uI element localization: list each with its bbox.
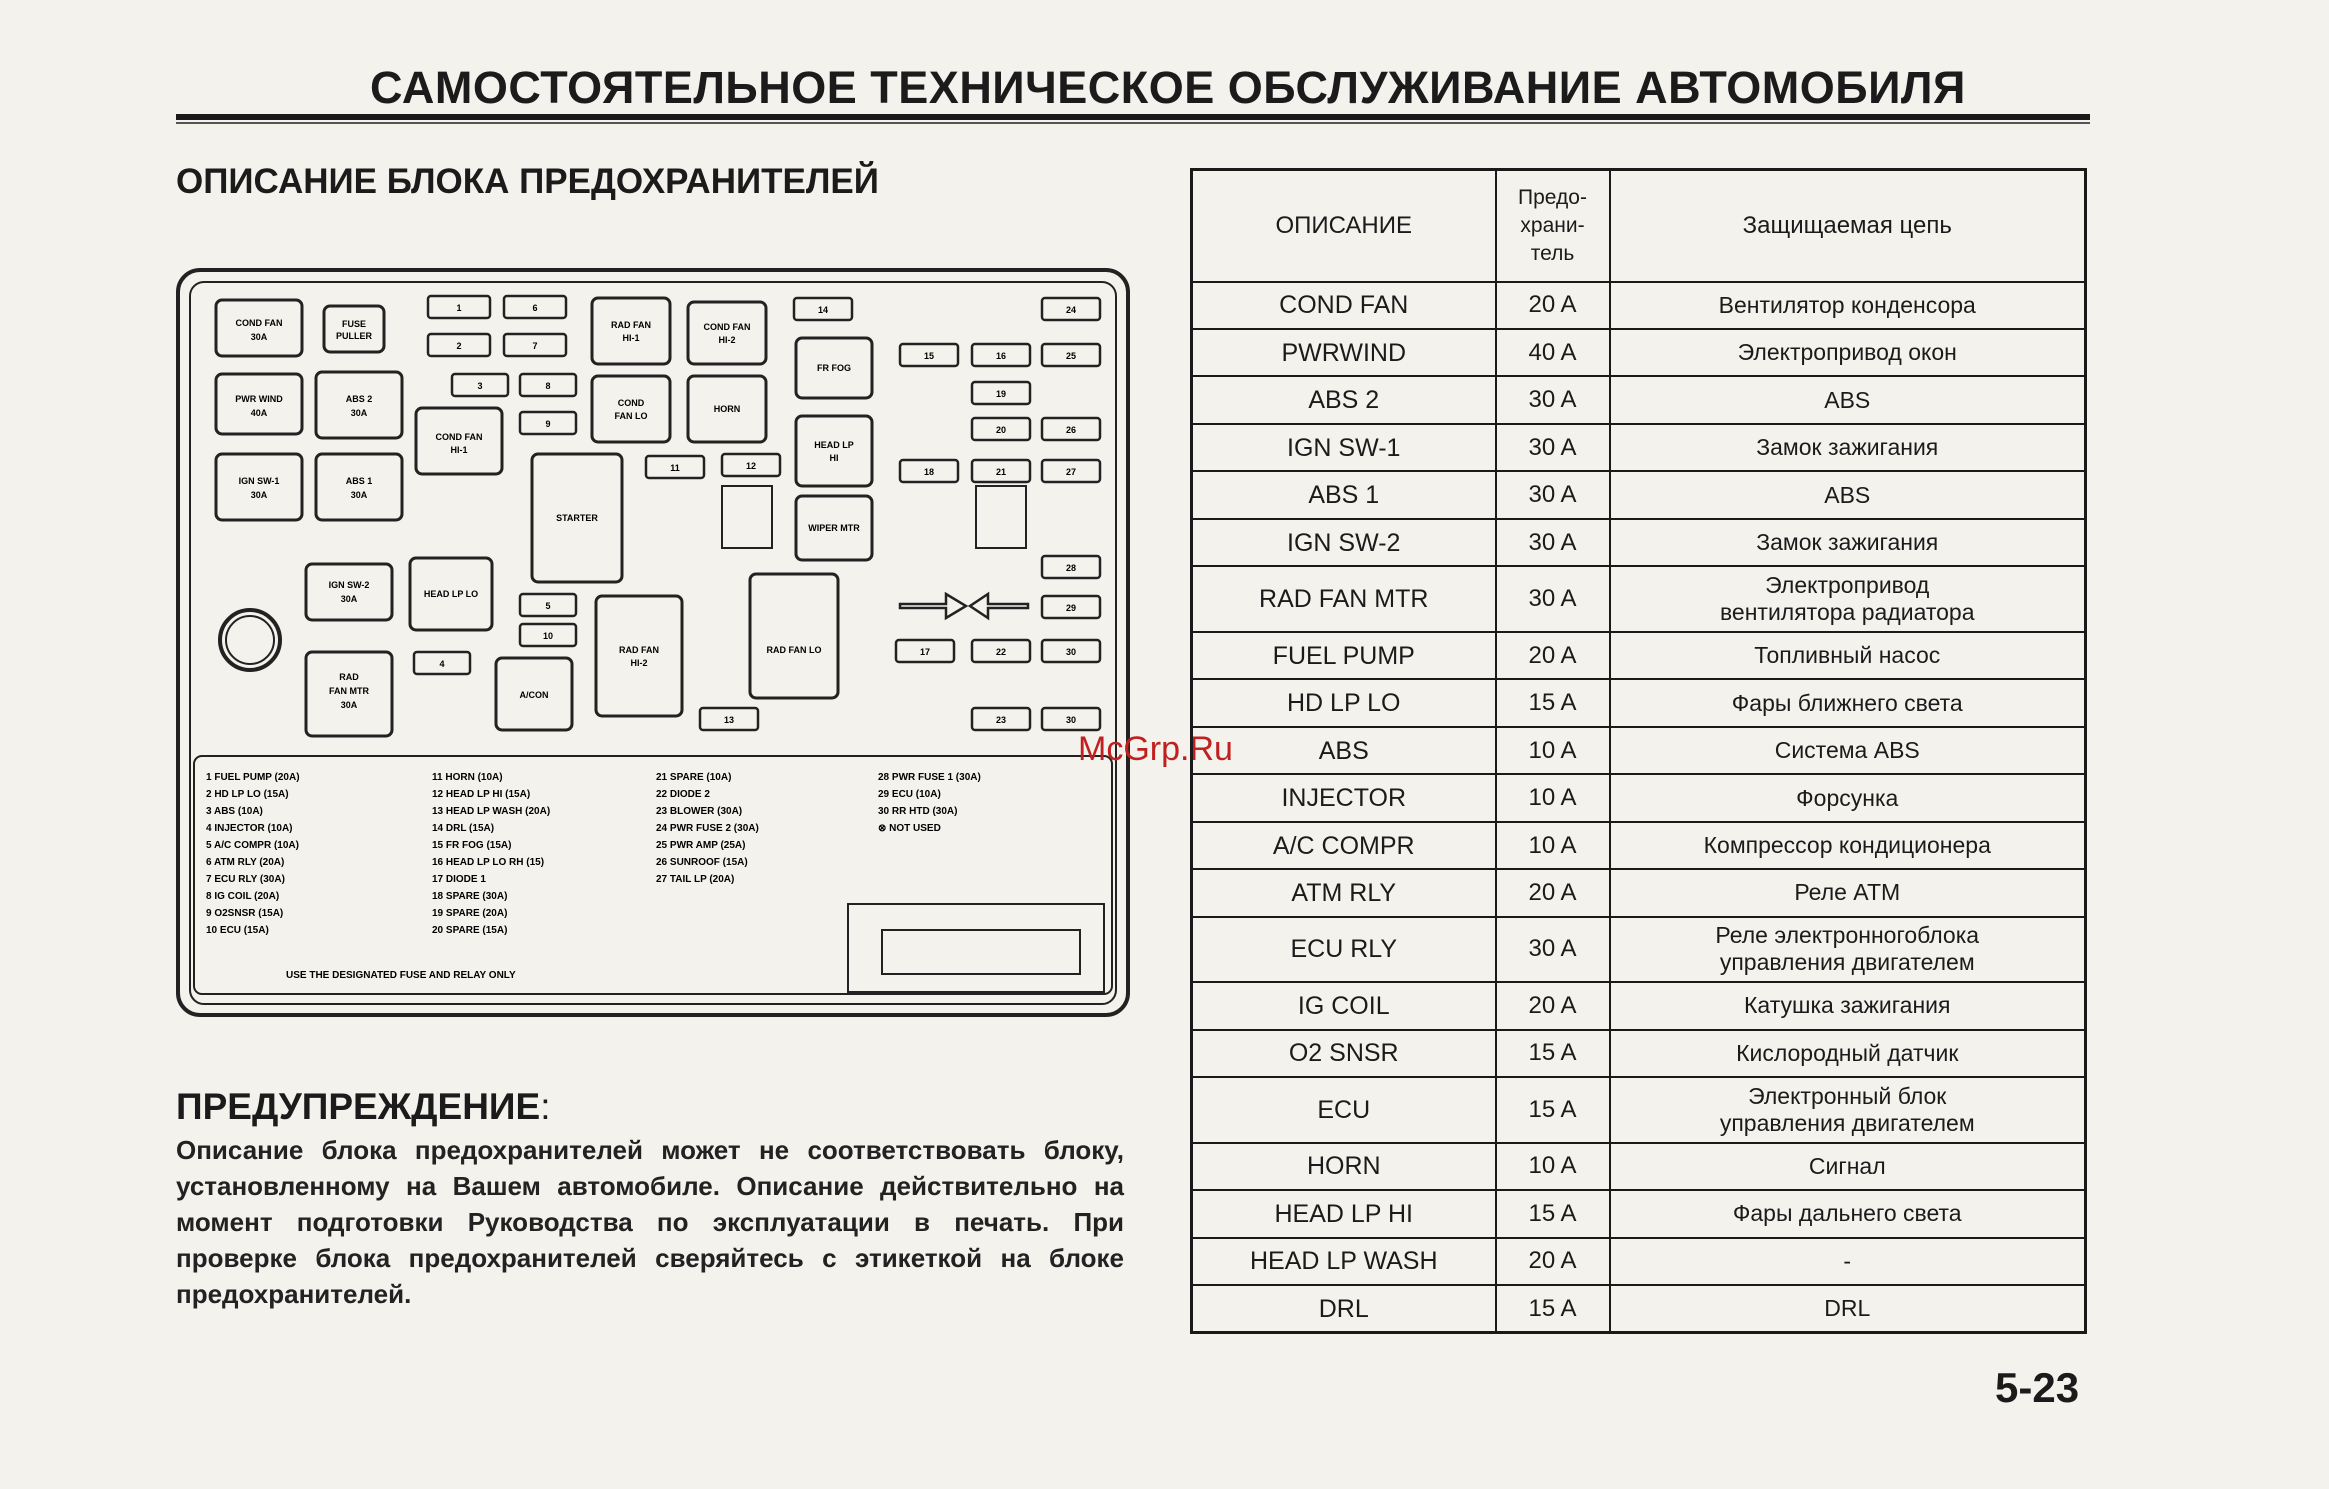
circuit-line: Реле электронногоблока [1715, 922, 1980, 949]
header-rule [176, 114, 2090, 120]
svg-text:28: 28 [1065, 563, 1077, 573]
row-protected-circuit [1610, 632, 2086, 679]
legend-entry: 6 ATM RLY (20A) [206, 857, 285, 868]
row-description: RAD FAN MTR [1192, 566, 1496, 631]
row-fuse-rating: 20 A [1496, 982, 1610, 1029]
mini-fuse-13 [700, 708, 758, 730]
svg-text:11: 11 [670, 463, 680, 473]
svg-text:30A: 30A [250, 490, 268, 500]
legend-entry: 8 IG COIL (20A) [206, 891, 280, 902]
mounting-hole [220, 610, 280, 670]
header-circuit: Защищаемая цепь [1610, 170, 2086, 282]
row-description: ECU [1192, 1077, 1496, 1142]
svg-text:RAD FAN: RAD FAN [611, 320, 651, 330]
page-number: 5-23 [1995, 1364, 2080, 1411]
mini-fuse-11 [646, 456, 704, 478]
svg-text:COND FAN: COND FAN [435, 432, 483, 442]
row-protected-circuit [1610, 982, 2086, 1029]
table-row [1192, 329, 2086, 376]
row-protected-circuit [1610, 424, 2086, 471]
mini-fuse-7 [504, 334, 566, 356]
legend-entry: 14 DRL (15A) [432, 823, 495, 834]
legend-entry: ⊗ NOT USED [878, 823, 941, 834]
relay-starter [532, 454, 622, 582]
legend-entry: 15 FR FOG (15A) [432, 840, 512, 851]
row-fuse-rating: 30 A [1496, 917, 1610, 982]
mini-fuse-3 [452, 374, 508, 396]
label-inner-box [882, 930, 1080, 974]
circuit-line: управления двигателем [1719, 949, 1975, 976]
row-protected-circuit [1610, 774, 2086, 821]
svg-text:10: 10 [542, 631, 554, 641]
circuit-line: вентилятора радиатора [1719, 599, 1975, 626]
table-row [1192, 519, 2086, 566]
svg-text:RAD: RAD [339, 672, 359, 682]
legend-entry: 24 PWR FUSE 2 (30A) [656, 823, 759, 834]
mini-fuse-4 [414, 652, 470, 674]
row-description: ATM RLY [1192, 869, 1496, 916]
row-fuse-rating: 30 A [1496, 424, 1610, 471]
fuse-abs-2 [316, 372, 402, 438]
svg-text:30: 30 [1065, 647, 1077, 657]
svg-text:FAN MTR: FAN MTR [329, 686, 369, 696]
row-fuse-rating: 30 A [1496, 376, 1610, 423]
svg-text:19: 19 [995, 389, 1007, 399]
row-description: ABS [1192, 727, 1496, 774]
svg-text:25: 25 [1065, 351, 1077, 361]
svg-text:26: 26 [1065, 425, 1077, 435]
svg-text:20: 20 [995, 425, 1007, 435]
row-description: IGN SW-1 [1192, 424, 1496, 471]
row-protected-circuit [1610, 1143, 2086, 1190]
legend-entry: 2 HD LP LO (15A) [206, 789, 289, 800]
mini-fuse-14 [794, 298, 852, 320]
table-row [1192, 1077, 2086, 1142]
relay-cond-fan-hi-2 [688, 302, 766, 364]
svg-text:STARTER: STARTER [556, 513, 598, 523]
circuit-line: Топливный насос [1754, 642, 1941, 669]
row-description: HEAD LP HI [1192, 1190, 1496, 1237]
row-description: ECU RLY [1192, 917, 1496, 982]
legend-entry: 9 O2SNSR (15A) [206, 908, 284, 919]
fuse-ign-sw-2 [306, 564, 392, 620]
svg-text:HI-1: HI-1 [622, 333, 640, 343]
row-protected-circuit [1610, 822, 2086, 869]
circuit-line: Реле ATM [1794, 879, 1901, 906]
svg-text:COND: COND [617, 398, 645, 408]
row-description: IGN SW-2 [1192, 519, 1496, 566]
row-fuse-rating: 30 A [1496, 519, 1610, 566]
row-protected-circuit [1610, 917, 2086, 982]
svg-text:A/CON: A/CON [519, 690, 549, 700]
relay-fr-fog [796, 338, 872, 398]
mini-fuse-2 [428, 334, 490, 356]
legend-entry: 25 PWR AMP (25A) [656, 840, 746, 851]
row-protected-circuit [1610, 566, 2086, 631]
row-fuse-rating: 10 A [1496, 1143, 1610, 1190]
svg-text:27: 27 [1065, 467, 1077, 477]
legend-entry: 5 A/C COMPR (10A) [206, 840, 299, 851]
legend-entry: 21 SPARE (10A) [656, 772, 732, 783]
row-protected-circuit [1610, 1077, 2086, 1142]
row-protected-circuit [1610, 1030, 2086, 1077]
row-fuse-rating: 40 A [1496, 329, 1610, 376]
mini-fuse-5 [520, 594, 576, 616]
svg-text:21: 21 [995, 467, 1007, 477]
table-row [1192, 424, 2086, 471]
row-fuse-rating: 10 A [1496, 727, 1610, 774]
circuit-line: Фары дальнего света [1732, 1200, 1962, 1227]
mini-fuse-12 [722, 454, 780, 476]
fuse-pwr-wind [216, 374, 302, 434]
relay-cond-fan-lo [592, 376, 670, 442]
legend-entry: 16 HEAD LP LO RH (15) [432, 857, 545, 868]
fuse-rad-fan-mtr [306, 652, 392, 736]
table-row [1192, 869, 2086, 916]
row-fuse-rating: 15 A [1496, 1030, 1610, 1077]
diode-arrow-right-icon [900, 594, 966, 618]
legend-entry: 28 PWR FUSE 1 (30A) [878, 772, 981, 783]
circuit-line: Кислородный датчик [1736, 1039, 1959, 1066]
empty-slot [976, 486, 1026, 548]
svg-text:30A: 30A [340, 594, 358, 604]
legend-column-3 [656, 772, 759, 885]
relay-head-lp-hi [796, 416, 872, 486]
table-row [1192, 566, 2086, 631]
svg-text:30A: 30A [340, 700, 358, 710]
svg-text:40A: 40A [250, 408, 268, 418]
mini-fuse-27 [1042, 460, 1100, 482]
svg-text:14: 14 [817, 305, 829, 315]
row-description: INJECTOR [1192, 774, 1496, 821]
row-protected-circuit [1610, 519, 2086, 566]
circuit-line: Форсунка [1796, 784, 1899, 811]
table-row [1192, 1190, 2086, 1237]
row-description: PWRWIND [1192, 329, 1496, 376]
svg-text:WIPER MTR: WIPER MTR [808, 523, 860, 533]
relay-horn [688, 376, 766, 442]
row-description: DRL [1192, 1285, 1496, 1333]
circuit-line: - [1843, 1247, 1852, 1274]
legend-entry: 7 ECU RLY (30A) [206, 874, 285, 885]
svg-text:30: 30 [1065, 715, 1077, 725]
row-protected-circuit [1610, 679, 2086, 726]
legend-entry: 3 ABS (10A) [206, 806, 263, 817]
mini-fuse-18 [900, 460, 958, 482]
row-description: O2 SNSR [1192, 1030, 1496, 1077]
circuit-line: Сигнал [1808, 1152, 1886, 1179]
svg-text:COND FAN: COND FAN [235, 318, 283, 328]
mini-fuse-21 [972, 460, 1030, 482]
row-protected-circuit [1610, 1238, 2086, 1285]
table-row [1192, 1030, 2086, 1077]
mini-fuse-30b [1042, 708, 1100, 730]
mini-fuse-1 [428, 296, 490, 318]
mini-fuse-20 [972, 418, 1030, 440]
svg-text:30A: 30A [350, 490, 368, 500]
row-description: HEAD LP WASH [1192, 1238, 1496, 1285]
legend-entry: 26 SUNROOF (15A) [656, 857, 748, 868]
table-row [1192, 376, 2086, 423]
legend-entry: 1 FUEL PUMP (20A) [206, 772, 300, 783]
mini-fuse-23 [972, 708, 1030, 730]
row-protected-circuit [1610, 1190, 2086, 1237]
relay-head-lp-lo [410, 558, 492, 630]
svg-text:HORN: HORN [713, 404, 741, 414]
circuit-line: Замок зажигания [1756, 529, 1939, 556]
svg-text:HI-2: HI-2 [718, 335, 736, 345]
svg-text:ABS 1: ABS 1 [345, 476, 373, 486]
table-row [1192, 727, 2086, 774]
relay-rad-fan-lo [750, 574, 838, 698]
svg-text:23: 23 [995, 715, 1007, 725]
fuse-table-header-row [1192, 170, 2086, 282]
warning-title: ПРЕДУПРЕЖДЕНИЕ: [176, 1086, 551, 1127]
fuse-box-diagram [176, 268, 1131, 1018]
svg-text:2: 2 [456, 341, 462, 351]
svg-text:HEAD LP LO: HEAD LP LO [423, 589, 479, 599]
row-protected-circuit [1610, 329, 2086, 376]
circuit-line: Замок зажигания [1756, 434, 1939, 461]
row-description: A/C COMPR [1192, 822, 1496, 869]
row-protected-circuit [1610, 1285, 2086, 1333]
table-row [1192, 632, 2086, 679]
circuit-line: ABS [1824, 386, 1871, 413]
header-rule-thin [176, 122, 2090, 124]
svg-text:FR FOG: FR FOG [817, 363, 851, 373]
circuit-line: Компрессор кондиционера [1703, 832, 1991, 858]
relay-a-con [496, 658, 572, 730]
mini-fuse-22 [972, 640, 1030, 662]
label-box [848, 904, 1104, 992]
legend-column-4 [878, 772, 981, 834]
row-fuse-rating: 20 A [1496, 1238, 1610, 1285]
legend-column-1 [206, 772, 300, 936]
mini-fuse-29 [1042, 596, 1100, 618]
table-row [1192, 679, 2086, 726]
legend-entry: 18 SPARE (30A) [432, 891, 508, 902]
row-description: FUEL PUMP [1192, 632, 1496, 679]
row-description: ABS 2 [1192, 376, 1496, 423]
mini-fuse-6 [504, 296, 566, 318]
table-row [1192, 1285, 2086, 1333]
svg-text:IGN SW-1: IGN SW-1 [238, 476, 280, 486]
svg-text:29: 29 [1065, 603, 1077, 613]
mini-fuse-24 [1042, 298, 1100, 320]
warning-text: Описание блока предохранителей может не соответствовать блоку, установленному на Вашем автомобиле. Описание действительно на момент подготовки Руководства по эксплуатации в печать. При проверке блока предохранителей сверяйтесь с этикеткой на блоке предохранителей. [176, 1135, 1124, 1309]
row-fuse-rating: 10 A [1496, 774, 1610, 821]
table-row [1192, 471, 2086, 518]
relay-rad-fan-hi-2 [596, 596, 682, 716]
circuit-line: Электропривод окон [1737, 339, 1957, 366]
row-description: HORN [1192, 1143, 1496, 1190]
row-fuse-rating: 20 A [1496, 869, 1610, 916]
svg-text:18: 18 [923, 467, 935, 477]
page-header-title: САМОСТОЯТЕЛЬНОЕ ТЕХНИЧЕСКОЕ ОБСЛУЖИВАНИЕ АВТОМОБИЛЯ [370, 62, 1966, 113]
mini-fuse-16 [972, 344, 1030, 366]
svg-text:IGN SW-2: IGN SW-2 [328, 580, 370, 590]
svg-text:30A: 30A [250, 332, 268, 342]
table-row [1192, 282, 2086, 329]
mini-fuse-17 [896, 640, 954, 662]
legend-entry: 13 HEAD LP WASH (20A) [432, 806, 551, 817]
diode-arrow-left-icon [970, 594, 1028, 618]
svg-text:RAD FAN: RAD FAN [619, 645, 659, 655]
svg-text:17: 17 [919, 647, 931, 657]
mini-fuse-26 [1042, 418, 1100, 440]
relay-cond-fan-hi-1 [416, 408, 502, 474]
circuit-line: Фары ближнего света [1731, 689, 1963, 716]
svg-text:13: 13 [723, 715, 735, 725]
mini-fuse-28 [1042, 556, 1100, 578]
fuse-puller [324, 306, 384, 352]
circuit-line: управления двигателем [1719, 1109, 1975, 1136]
svg-text:16: 16 [995, 351, 1007, 361]
svg-text:9: 9 [545, 419, 551, 429]
table-row [1192, 982, 2086, 1029]
svg-text:7: 7 [532, 341, 538, 351]
fuse-box-inner-outline [190, 282, 1116, 1004]
row-protected-circuit [1610, 471, 2086, 518]
fuse-ign-sw-1 [216, 454, 302, 520]
svg-text:RAD FAN LO: RAD FAN LO [766, 645, 822, 655]
mini-fuse-25 [1042, 344, 1100, 366]
row-fuse-rating: 15 A [1496, 1077, 1610, 1142]
circuit-line: Электропривод [1765, 572, 1930, 599]
relay-rad-fan-hi-1 [592, 298, 670, 364]
svg-text:HI-1: HI-1 [450, 445, 468, 455]
watermark: McGrp.Ru [1078, 730, 1233, 768]
fuse-table [1190, 168, 2087, 1334]
row-protected-circuit [1610, 282, 2086, 329]
svg-text:5: 5 [545, 601, 551, 611]
svg-text:30A: 30A [350, 408, 368, 418]
svg-text:12: 12 [745, 461, 757, 471]
row-description: ABS 1 [1192, 471, 1496, 518]
svg-text:8: 8 [545, 381, 551, 391]
legend-panel [194, 756, 1112, 994]
row-fuse-rating: 15 A [1496, 1285, 1610, 1333]
relay-wiper-mtr [796, 496, 872, 560]
svg-text:HI-2: HI-2 [630, 658, 648, 668]
row-fuse-rating: 20 A [1496, 282, 1610, 329]
row-description: HD LP LO [1192, 679, 1496, 726]
mini-fuse-19 [972, 382, 1030, 404]
row-fuse-rating: 15 A [1496, 679, 1610, 726]
legend-entry: 12 HEAD LP HI (15A) [432, 789, 531, 800]
legend-entry: 22 DIODE 2 [656, 789, 710, 800]
mini-fuse-15 [900, 344, 958, 366]
row-protected-circuit [1610, 727, 2086, 774]
circuit-line: Вентилятор конденсора [1718, 291, 1976, 318]
svg-text:FAN LO: FAN LO [614, 411, 648, 421]
legend-entry: 20 SPARE (15A) [432, 925, 508, 936]
legend-entry: 27 TAIL LP (20A) [656, 874, 735, 885]
row-description: COND FAN [1192, 282, 1496, 329]
svg-text:PULLER: PULLER [336, 331, 372, 341]
section-title: ОПИСАНИЕ БЛОКА ПРЕДОХРАНИТЕЛЕЙ [176, 162, 879, 201]
circuit-line: DRL [1824, 1295, 1871, 1321]
legend-entry: 30 RR HTD (30A) [878, 806, 958, 817]
svg-text:3: 3 [477, 381, 483, 391]
row-fuse-rating: 10 A [1496, 822, 1610, 869]
legend-entry: 4 INJECTOR (10A) [206, 823, 293, 834]
svg-text:24: 24 [1065, 305, 1077, 315]
table-row [1192, 774, 2086, 821]
svg-text:6: 6 [532, 303, 538, 313]
row-fuse-rating: 30 A [1496, 471, 1610, 518]
svg-text:4: 4 [439, 659, 445, 669]
svg-text:ABS 2: ABS 2 [345, 394, 373, 404]
table-row [1192, 917, 2086, 982]
fuse-cond-fan [216, 300, 302, 356]
legend-column-2 [432, 772, 550, 936]
circuit-line: Система ABS [1774, 737, 1920, 764]
legend-entry: 10 ECU (15A) [206, 925, 269, 936]
legend-entry: 11 HORN (10A) [432, 772, 503, 783]
mini-fuse-8 [520, 374, 576, 396]
row-description: IG COIL [1192, 982, 1496, 1029]
table-row [1192, 822, 2086, 869]
svg-text:HI: HI [829, 453, 839, 463]
header-description: ОПИСАНИЕ [1192, 170, 1496, 282]
svg-text:HEAD LP: HEAD LP [814, 440, 854, 450]
mini-fuse-10 [520, 624, 576, 646]
mini-fuse-9 [520, 412, 576, 434]
circuit-line: ABS [1824, 481, 1871, 508]
mini-fuse-30 [1042, 640, 1100, 662]
svg-text:PWR WIND: PWR WIND [235, 394, 283, 404]
diagram-footer-note: USE THE DESIGNATED FUSE AND RELAY ONLY [286, 970, 516, 981]
row-fuse-rating: 20 A [1496, 632, 1610, 679]
legend-entry: 29 ECU (10A) [878, 789, 941, 800]
svg-text:1: 1 [456, 303, 462, 313]
svg-text:15: 15 [923, 351, 935, 361]
row-fuse-rating: 30 A [1496, 566, 1610, 631]
legend-entry: 23 BLOWER (30A) [656, 806, 743, 817]
circuit-line: Электронный блок [1748, 1082, 1947, 1109]
legend-entry: 19 SPARE (20A) [432, 908, 508, 919]
fuse-abs-1 [316, 454, 402, 520]
svg-text:FUSE: FUSE [341, 319, 367, 329]
circuit-line: Катушка зажигания [1744, 992, 1951, 1019]
table-row [1192, 1143, 2086, 1190]
header-fuse: Предо- храни- тель [1496, 170, 1610, 282]
svg-text:COND FAN: COND FAN [703, 322, 751, 332]
row-fuse-rating: 15 A [1496, 1190, 1610, 1237]
row-protected-circuit [1610, 869, 2086, 916]
legend-entry: 17 DIODE 1 [432, 874, 486, 885]
table-row [1192, 1238, 2086, 1285]
svg-text:22: 22 [995, 647, 1007, 657]
empty-slot [722, 486, 772, 548]
row-protected-circuit [1610, 376, 2086, 423]
